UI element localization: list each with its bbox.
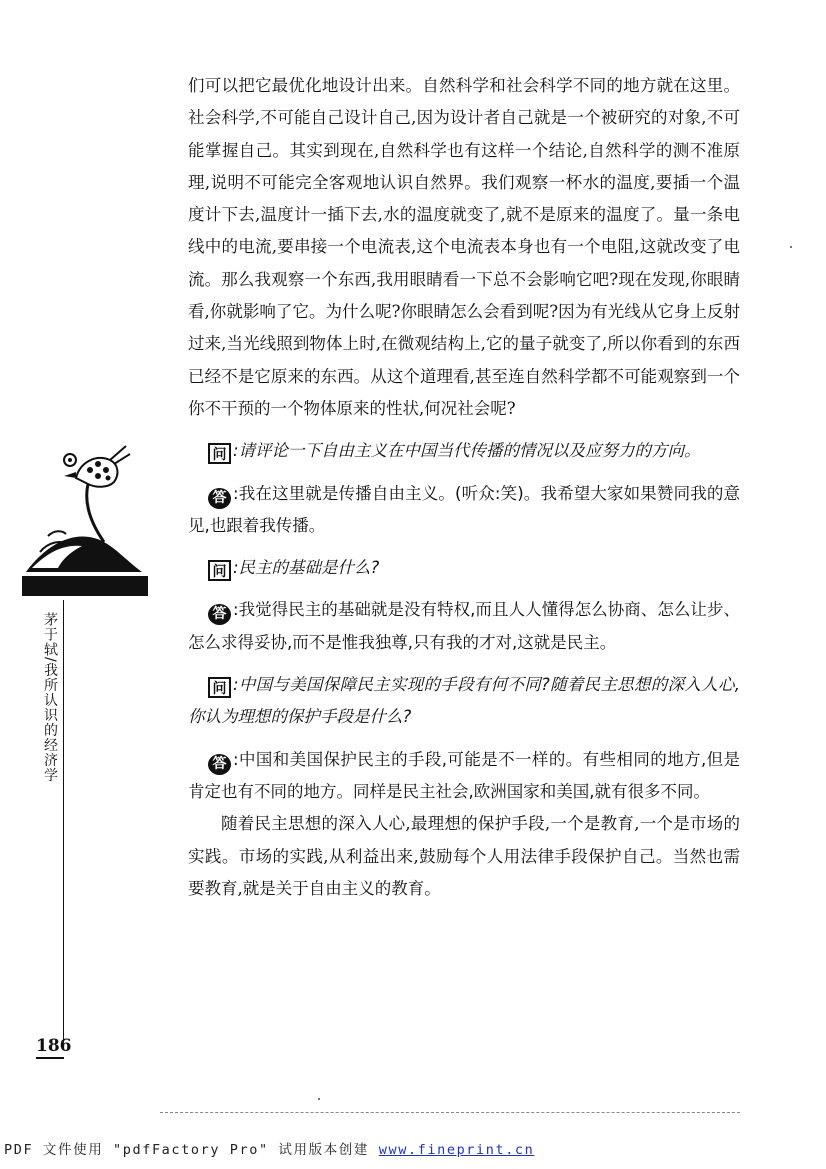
side-vertical-rule <box>63 600 64 1040</box>
question-text: :民主的基础是什么? <box>233 558 380 578</box>
intro-paragraph: 们可以把它最优化地设计出来。自然科学和社会科学不同的地方就在这里。社会科学,不可能自己设计自己,因为设计者自己就是一个被研究的对象,不可能掌握自己。其实到现在,自然科学也有这样一个结论,自然科学的测不准原理,说明不可能完全客观地认识自然界。我们观察一杯水的温度,要插一个温度计下去,温度计一插下去,水的温度就变了,就不是原来的温度了。量一条电线中的电流,要串接一个电流表,这个电流表本身也有一个电阻,这就改变了电流。那么我观察一个东西,我用眼睛看一下总不会影响它吧?现在发现,你眼睛看,你就影响了它。为什么呢?你眼睛怎么会看到呢?因为有光线从它身上反射过来,当光线照到物体上时,在微观结构上,它的量子就变了,所以你看到的东西已经不是它原来的东西。从这个道理看,甚至连自然科学都不可能观察到一个你不干预的一个物体原来的性状,何况社会呢? <box>188 76 740 418</box>
question-3 <box>188 669 740 734</box>
answer-2 <box>188 594 740 659</box>
book-side-title: 茅于轼/我所认识的经济学 <box>42 612 58 783</box>
scan-speck <box>318 1098 320 1100</box>
page-number: 186 <box>36 1036 72 1056</box>
bottom-divider <box>160 1112 740 1113</box>
question-1 <box>188 435 740 467</box>
side-decor-bar <box>22 576 148 596</box>
page-number-underline <box>36 1057 64 1059</box>
scan-speck <box>790 246 792 248</box>
answer-mark-icon: 答 <box>208 604 231 625</box>
answer-mark-icon: 答 <box>208 488 231 509</box>
question-mark-icon: 问 <box>208 677 231 698</box>
answer-text: :我觉得民主的基础就是没有特权,而且人人懂得怎么协商、怎么让步、怎么求得妥协,而不是惟我独尊,只有我的才对,这就是民主。 <box>188 600 740 652</box>
answer-text: :我在这里就是传播自由主义。(听众:笑)。我希望大家如果赞同我的意见,也跟着我传播。 <box>188 483 740 535</box>
closing-paragraph: 随着民主思想的深入人心,最理想的保护手段,一个是教育,一个是市场的实践。市场的实践,从利益出来,鼓励每个人用法律手段保护自己。当然也需要教育,就是关于自由主义的教育。 <box>188 814 740 898</box>
question-text: :请评论一下自由主义在中国当代传播的情况以及应努力的方向。 <box>233 441 701 461</box>
answer-3 <box>188 744 740 809</box>
page-body <box>188 70 740 905</box>
question-text: :中国与美国保障民主实现的手段有何不同?随着民主思想的深入人心,你认为理想的保护手段是什么? <box>188 675 740 727</box>
pdf-footer <box>4 1138 534 1158</box>
answer-1 <box>188 478 740 543</box>
question-mark-icon: 问 <box>208 443 231 464</box>
question-mark-icon: 问 <box>208 560 231 581</box>
footer-link[interactable]: www.fineprint.cn <box>378 1142 535 1158</box>
answer-text: :中国和美国保护民主的手段,可能是不一样的。有些相同的地方,但是肯定也有不同的地方。同样是民主社会,欧洲国家和美国,就有很多不同。 <box>188 749 740 801</box>
footer-text: PDF 文件使用 "pdfFactory Pro" 试用版本创建 <box>4 1142 379 1158</box>
question-2 <box>188 552 740 584</box>
answer-mark-icon: 答 <box>208 754 231 775</box>
bird-wave-illustration <box>18 432 148 592</box>
